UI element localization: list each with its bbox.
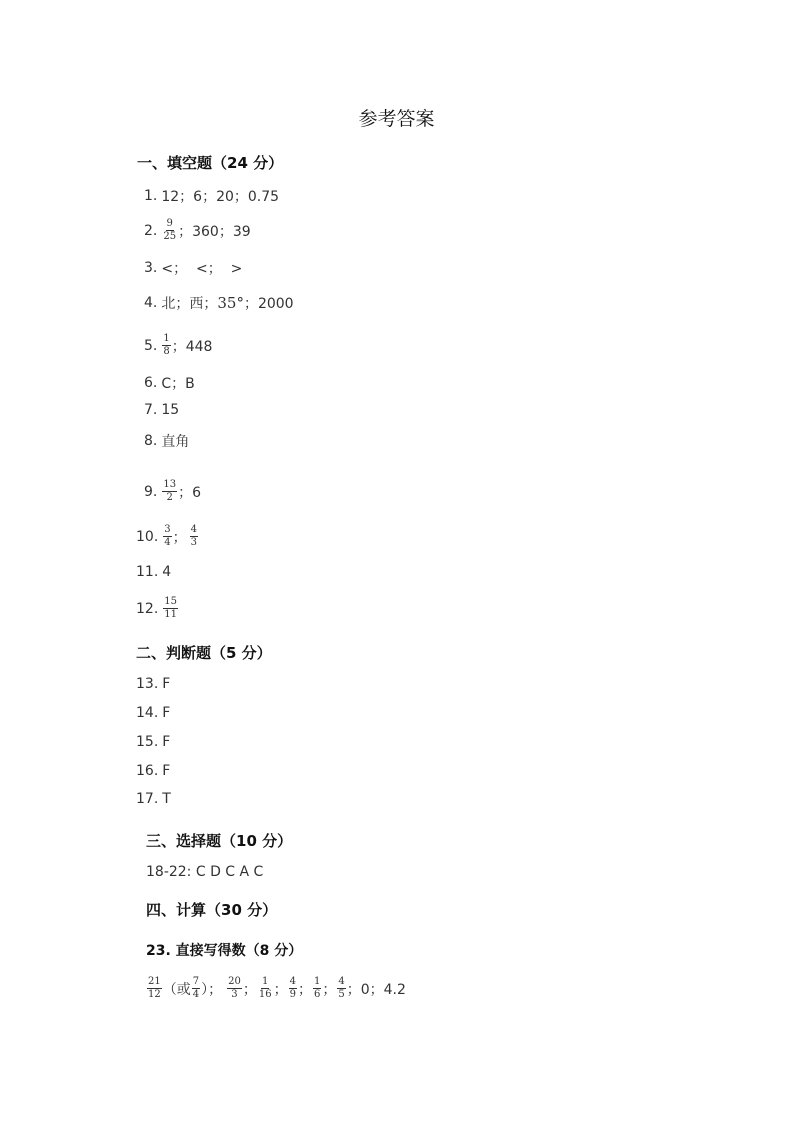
answer-text: 15 (161, 402, 180, 418)
answer-text: 直角 (161, 434, 190, 450)
question-number: 9. (144, 483, 158, 500)
separator: ； (273, 981, 288, 998)
subsection-heading: 23. 直接写得数（8 分） (146, 943, 303, 959)
section-heading-calculation: 四、计算（30 分） (146, 901, 278, 919)
question-number: 17. (136, 791, 159, 807)
answer-text: ；2000 (243, 296, 294, 312)
question-number: 5. (144, 337, 158, 354)
answer-text: T (162, 791, 171, 807)
answer-line (144, 373, 195, 393)
separator: ； (322, 981, 337, 998)
question-number: 4. (144, 295, 158, 311)
fraction: $\frac{1}{6}$ (313, 976, 321, 1000)
question-number: 7. (144, 402, 158, 418)
answer-text: C；B (161, 376, 195, 392)
fraction: $\frac{20}{3}$ (228, 976, 241, 1000)
answer-line (136, 763, 170, 779)
question-number: 15. (136, 734, 159, 750)
answer-text: ；448 (171, 338, 213, 355)
question-number: 3. (144, 260, 158, 276)
fraction: $\frac{9}{25}$ (163, 218, 177, 242)
answer-text: 12；6；20；0.75 (161, 189, 280, 205)
question-number: 16. (136, 763, 159, 779)
answer-line (144, 480, 201, 503)
answer-text: ；0；4.2 (346, 981, 406, 998)
answer-text: F (162, 676, 171, 692)
section-heading-multiple-choice: 三、选择题（10 分） (146, 832, 293, 850)
fraction: $\frac{7}{4}$ (192, 976, 200, 1000)
answer-line (144, 258, 242, 278)
section-heading-true-false: 二、判断题（5 分） (136, 644, 272, 662)
answer-line (144, 402, 179, 418)
answer-text: F (162, 763, 171, 779)
question-number: 6. (144, 375, 158, 391)
answer-line (136, 705, 170, 721)
answer-text: ；360；39 (178, 223, 251, 240)
answer-text: （或 (162, 981, 191, 998)
page-title: 参考答案 (358, 108, 435, 130)
answer-line (136, 564, 171, 580)
separator: ； (297, 981, 312, 998)
section-heading-fill-blank: 一、填空题（24 分） (137, 154, 284, 172)
answer-line (144, 186, 279, 206)
fraction: $\frac{21}{12}$ (148, 976, 161, 1000)
question-number: 2. (144, 222, 158, 239)
fraction: $\frac{3}{4}$ (164, 524, 171, 548)
question-number: 13. (136, 676, 159, 692)
fraction: $\frac{4}{3}$ (190, 524, 198, 548)
question-number: 14. (136, 705, 159, 721)
fraction: $\frac{15}{11}$ (164, 596, 177, 620)
answer-line (146, 977, 406, 1000)
answer-line (136, 525, 199, 548)
answer-line (136, 597, 179, 620)
angle-value: 35° (217, 294, 244, 312)
answer-line (136, 676, 170, 692)
question-number: 12. (136, 600, 159, 617)
answer-text: F (162, 705, 171, 721)
question-number: 11. (136, 564, 159, 580)
fraction: $\frac{1}{8}$ (163, 333, 170, 357)
fraction: $\frac{13}{2}$ (163, 479, 177, 503)
answer-text: 18-22: C D C A C (146, 864, 264, 880)
fraction: $\frac{4}{5}$ (338, 976, 345, 1000)
answer-line (146, 864, 263, 880)
separator: ； (242, 981, 257, 998)
answer-line (144, 293, 294, 313)
answer-line (144, 431, 189, 451)
answer-line (144, 334, 212, 357)
answer-text: 北；西； (161, 296, 218, 312)
fraction: $\frac{1}{16}$ (258, 976, 272, 1000)
fraction: $\frac{4}{9}$ (289, 976, 296, 1000)
question-number: 1. (144, 188, 158, 204)
answer-text: ；6 (178, 484, 202, 501)
answer-text: <； <； > (161, 261, 243, 277)
answer-line (136, 791, 171, 807)
answer-line (136, 734, 170, 750)
answer-line (144, 219, 251, 242)
answer-text: ）； (201, 981, 223, 998)
question-number: 8. (144, 433, 158, 449)
question-number: 10. (136, 528, 159, 545)
answer-text: 4 (162, 564, 172, 580)
separator: ； (172, 529, 187, 546)
answer-text: F (162, 734, 171, 750)
